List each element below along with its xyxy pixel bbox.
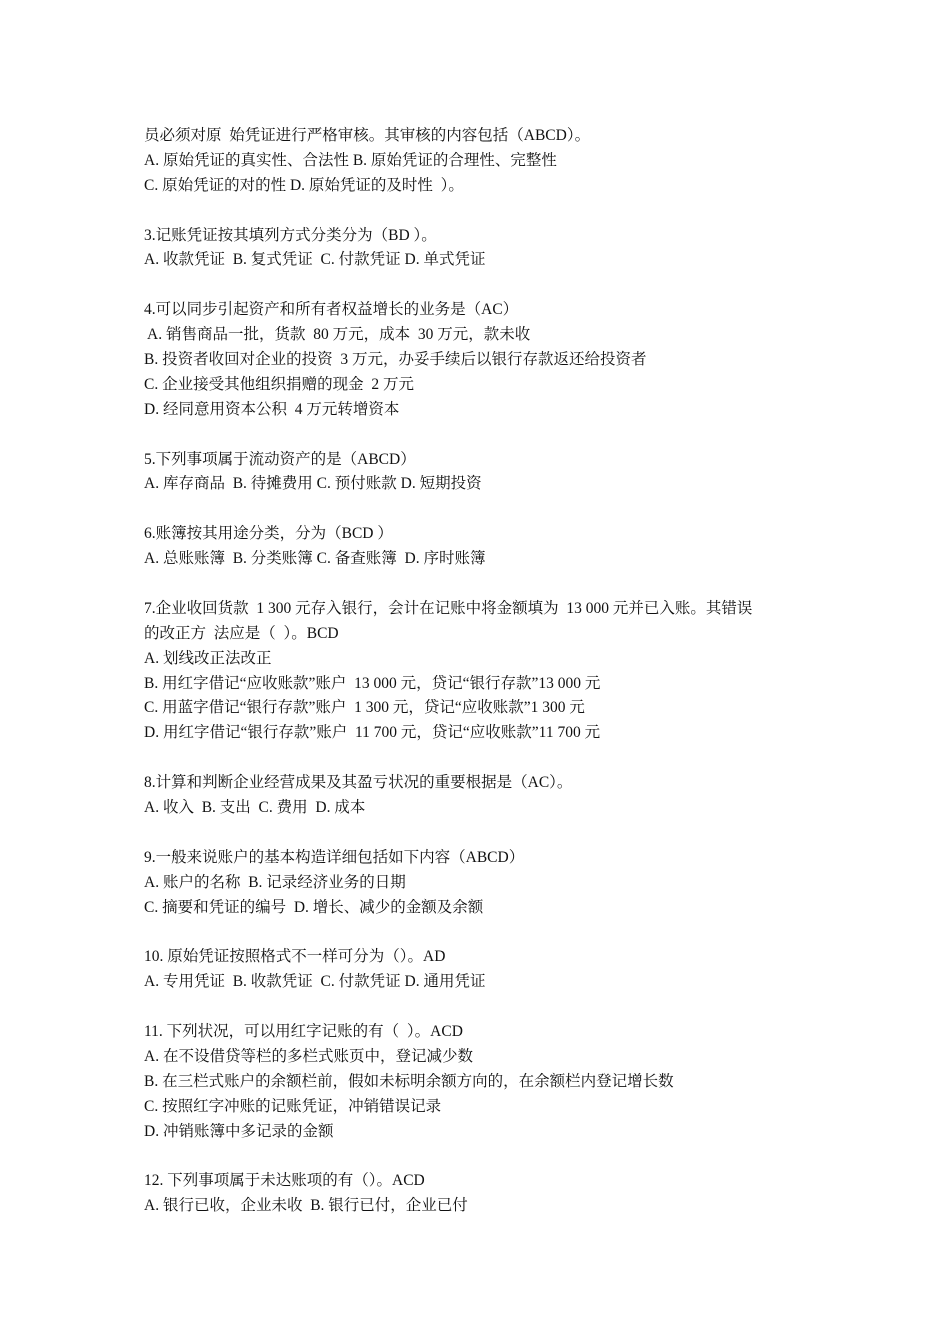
question-1-continued xyxy=(144,124,824,199)
answer-option: A. 账户的名称 B. 记录经济业务的日期 xyxy=(144,873,406,891)
question-5 xyxy=(144,448,824,498)
paragraph-gap xyxy=(144,497,824,522)
answer-option: A. 收款凭证 B. 复式凭证 C. 付款凭证 D. 单式凭证 xyxy=(144,251,486,269)
answer-option: A. 划线改正法改正 xyxy=(144,649,272,667)
question-text: 8.计算和判断企业经营成果及其盈亏状况的重要根据是（AC）。 xyxy=(144,774,573,792)
answer-option: D. 用红字借记“银行存款”账户 11 700 元，贷记“应收账款”11 700 元 xyxy=(144,724,601,742)
question-text: 的改正方 法应是（ ）。BCD xyxy=(144,624,339,642)
answer-option: D. 冲销账簿中多记录的金额 xyxy=(144,1122,334,1140)
question-3 xyxy=(144,224,824,274)
answer-option: C. 企业接受其他组织捐赠的现金 2 万元 xyxy=(144,375,414,393)
question-text: 5.下列事项属于流动资产的是（ABCD） xyxy=(144,450,416,468)
paragraph-gap xyxy=(144,1145,824,1170)
question-4 xyxy=(144,298,824,422)
question-text: 10. 原始凭证按照格式不一样可分为（）。AD xyxy=(144,948,446,966)
question-text: 员必须对原 始凭证进行严格审核。其审核的内容包括（ABCD）。 xyxy=(144,127,591,144)
paragraph-gap xyxy=(144,821,824,846)
answer-option: B. 用红字借记“应收账款”账户 13 000 元，贷记“银行存款”13 000 元 xyxy=(144,674,601,692)
answer-option: B. 投资者收回对企业的投资 3 万元，办妥手续后以银行存款返还给投资者 xyxy=(144,351,647,369)
answer-option: A. 银行已收，企业未收 B. 银行已付，企业已付 xyxy=(144,1197,468,1215)
question-text: 3.记账凭证按其填列方式分类分为（BD ）。 xyxy=(144,226,437,244)
paragraph-gap xyxy=(144,572,824,597)
question-text: 6.账簿按其用途分类，分为（BCD ） xyxy=(144,525,393,543)
answer-option: A. 总账账簿 B. 分类账簿 C. 备查账簿 D. 序时账簿 xyxy=(144,550,486,568)
answer-option: A. 销售商品一批，货款 80 万元，成本 30 万元，款未收 xyxy=(144,326,531,344)
answer-option: C. 用蓝字借记“银行存款”账户 1 300 元，贷记“应收账款”1 300 元 xyxy=(144,699,585,717)
question-11 xyxy=(144,1020,824,1144)
question-text: 4.可以同步引起资产和所有者权益增长的业务是（AC） xyxy=(144,301,519,319)
question-9 xyxy=(144,846,824,921)
question-10 xyxy=(144,945,824,995)
answer-option: C. 按照红字冲账的记账凭证，冲销错误记录 xyxy=(144,1097,442,1115)
paragraph-gap xyxy=(144,746,824,771)
answer-option: A. 在不设借贷等栏的多栏式账页中，登记减少数 xyxy=(144,1047,473,1065)
paragraph-gap xyxy=(144,199,824,224)
answer-option: B. 在三栏式账户的余额栏前，假如未标明余额方向的，在余额栏内登记增长数 xyxy=(144,1072,674,1090)
question-8 xyxy=(144,771,824,821)
question-12 xyxy=(144,1169,824,1219)
question-7 xyxy=(144,597,824,746)
answer-option: C. 原始凭证的对的性 D. 原始凭证的及时性 ）。 xyxy=(144,176,464,194)
question-6 xyxy=(144,522,824,572)
answer-option: D. 经同意用资本公积 4 万元转增资本 xyxy=(144,400,400,418)
answer-option: C. 摘要和凭证的编号 D. 增长、减少的金额及余额 xyxy=(144,898,484,916)
question-text: 11. 下列状况，可以用红字记账的有（ ）。ACD xyxy=(144,1023,463,1041)
paragraph-gap xyxy=(144,995,824,1020)
question-text: 12. 下列事项属于未达账项的有（）。ACD xyxy=(144,1172,425,1190)
paragraph-gap xyxy=(144,273,824,298)
question-text: 7.企业收回货款 1 300 元存入银行，会计在记账中将金额填为 13 000 元并已入账。其错误 xyxy=(144,599,753,617)
answer-option: A. 收入 B. 支出 C. 费用 D. 成本 xyxy=(144,799,366,817)
answer-option: A. 原始凭证的真实性、合法性 B. 原始凭证的合理性、完整性 xyxy=(144,151,557,169)
document-page xyxy=(144,124,824,1219)
answer-option: A. 库存商品 B. 待摊费用 C. 预付账款 D. 短期投资 xyxy=(144,475,482,493)
answer-option: A. 专用凭证 B. 收款凭证 C. 付款凭证 D. 通用凭证 xyxy=(144,973,486,991)
question-text: 9.一般来说账户的基本构造详细包括如下内容（ABCD） xyxy=(144,848,525,866)
paragraph-gap xyxy=(144,921,824,946)
paragraph-gap xyxy=(144,423,824,448)
